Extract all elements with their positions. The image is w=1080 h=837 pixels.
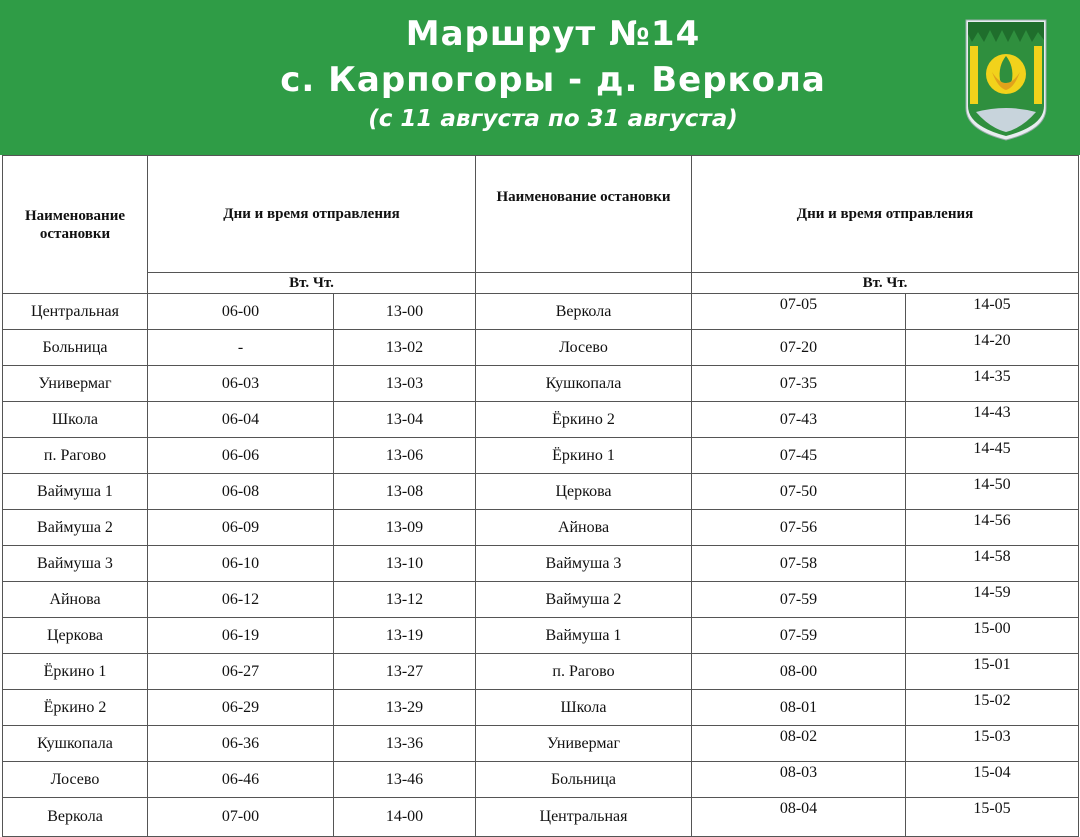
departure-time: 13-08 [334, 474, 476, 510]
departure-time: 14-50 [906, 474, 1079, 510]
table-row [3, 726, 1079, 762]
departure-time: 06-27 [148, 654, 334, 690]
stop-name: Ёркино 2 [476, 402, 692, 438]
departure-time: 14-58 [906, 546, 1079, 582]
stop-name: Ваймуша 2 [3, 510, 148, 546]
departure-time: 14-35 [906, 366, 1079, 402]
stop-name: Айнова [476, 510, 692, 546]
departure-time: 06-19 [148, 618, 334, 654]
departure-time: 08-04 [692, 798, 906, 837]
departure-time: 14-59 [906, 582, 1079, 618]
departure-time: 06-03 [148, 366, 334, 402]
departure-time: 13-04 [334, 402, 476, 438]
stop-name: Ёркино 1 [3, 654, 148, 690]
departure-time: 06-36 [148, 726, 334, 762]
departure-time: 08-03 [692, 762, 906, 798]
stop-name: Школа [476, 690, 692, 726]
table-row [3, 582, 1079, 618]
departure-time: 15-03 [906, 726, 1079, 762]
departure-time: 13-12 [334, 582, 476, 618]
stop-name: п. Рагово [3, 438, 148, 474]
stop-name: Ёркино 2 [3, 690, 148, 726]
table-row [3, 366, 1079, 402]
stop-name: Центральная [3, 294, 148, 330]
departure-time: 14-00 [334, 798, 476, 837]
departure-time: 06-46 [148, 762, 334, 798]
route-dates: (с 11 августа по 31 августа) [368, 106, 738, 132]
stop-name: Центральная [476, 798, 692, 837]
departure-time: - [148, 330, 334, 366]
departure-time: 06-00 [148, 294, 334, 330]
stop-name: Ваймуша 2 [476, 582, 692, 618]
departure-time: 06-09 [148, 510, 334, 546]
empty-cell [476, 273, 692, 294]
departure-time: 13-10 [334, 546, 476, 582]
departure-time: 08-00 [692, 654, 906, 690]
departure-time: 13-02 [334, 330, 476, 366]
stop-name: Больница [3, 330, 148, 366]
table-row [3, 618, 1079, 654]
table-row [3, 654, 1079, 690]
stop-name: Веркола [3, 798, 148, 837]
route-title: Маршрут №14 [405, 14, 701, 54]
departure-time: 07-20 [692, 330, 906, 366]
stop-name: Кушкопала [476, 366, 692, 402]
departure-time: 07-58 [692, 546, 906, 582]
departure-time: 14-43 [906, 402, 1079, 438]
departure-time: 15-04 [906, 762, 1079, 798]
departure-time: 06-12 [148, 582, 334, 618]
departure-time: 13-00 [334, 294, 476, 330]
days-label: Вт. Чт. [148, 273, 476, 294]
stop-name: Больница [476, 762, 692, 798]
table-row [3, 402, 1079, 438]
times-column-header: Дни и время отправления [148, 156, 476, 273]
departure-time: 14-05 [906, 294, 1079, 330]
stop-name: Ваймуша 3 [476, 546, 692, 582]
departure-time: 13-03 [334, 366, 476, 402]
stop-name: Ваймуша 3 [3, 546, 148, 582]
departure-time: 08-01 [692, 690, 906, 726]
coat-of-arms-icon [962, 16, 1050, 144]
departure-time: 06-06 [148, 438, 334, 474]
departure-time: 07-45 [692, 438, 906, 474]
stop-column-header: Наименование остановки [3, 156, 148, 294]
days-label-return: Вт. Чт. [692, 273, 1079, 294]
times-column-header-return: Дни и время отправления [692, 156, 1079, 273]
departure-time: 07-05 [692, 294, 906, 330]
stop-name: Лосево [476, 330, 692, 366]
departure-time: 06-04 [148, 402, 334, 438]
table-row [3, 546, 1079, 582]
departure-time: 07-50 [692, 474, 906, 510]
stop-column-header-return: Наименование остановки [476, 156, 692, 273]
stop-name: п. Рагово [476, 654, 692, 690]
stop-name: Школа [3, 402, 148, 438]
departure-time: 06-29 [148, 690, 334, 726]
schedule-table [2, 155, 1079, 837]
departure-time: 13-19 [334, 618, 476, 654]
table-row [3, 798, 1079, 837]
stop-name: Универмаг [476, 726, 692, 762]
table-row [3, 690, 1079, 726]
stop-name: Церкова [3, 618, 148, 654]
header-banner [0, 0, 1080, 155]
departure-time: 07-43 [692, 402, 906, 438]
stop-name: Веркола [476, 294, 692, 330]
departure-time: 07-56 [692, 510, 906, 546]
stop-name: Лосево [3, 762, 148, 798]
departure-time: 13-09 [334, 510, 476, 546]
stop-name: Церкова [476, 474, 692, 510]
table-row [3, 294, 1079, 330]
table-row [3, 330, 1079, 366]
departure-time: 15-05 [906, 798, 1079, 837]
departure-time: 07-35 [692, 366, 906, 402]
departure-time: 14-20 [906, 330, 1079, 366]
departure-time: 07-59 [692, 618, 906, 654]
table-row [3, 474, 1079, 510]
departure-time: 06-08 [148, 474, 334, 510]
stop-name: Ваймуша 1 [3, 474, 148, 510]
departure-time: 15-00 [906, 618, 1079, 654]
departure-time: 15-02 [906, 690, 1079, 726]
table-row [3, 438, 1079, 474]
stop-name: Универмаг [3, 366, 148, 402]
departure-time: 14-45 [906, 438, 1079, 474]
departure-time: 15-01 [906, 654, 1079, 690]
stop-name: Кушкопала [3, 726, 148, 762]
departure-time: 07-59 [692, 582, 906, 618]
stop-name: Айнова [3, 582, 148, 618]
departure-time: 13-06 [334, 438, 476, 474]
departure-time: 13-46 [334, 762, 476, 798]
route-name: с. Карпогоры - д. Веркола [280, 60, 826, 100]
stop-name: Ваймуша 1 [476, 618, 692, 654]
departure-time: 08-02 [692, 726, 906, 762]
stop-name: Ёркино 1 [476, 438, 692, 474]
departure-time: 07-00 [148, 798, 334, 837]
departure-time: 13-27 [334, 654, 476, 690]
departure-time: 13-36 [334, 726, 476, 762]
table-row [3, 510, 1079, 546]
departure-time: 06-10 [148, 546, 334, 582]
departure-time: 14-56 [906, 510, 1079, 546]
table-row [3, 762, 1079, 798]
departure-time: 13-29 [334, 690, 476, 726]
